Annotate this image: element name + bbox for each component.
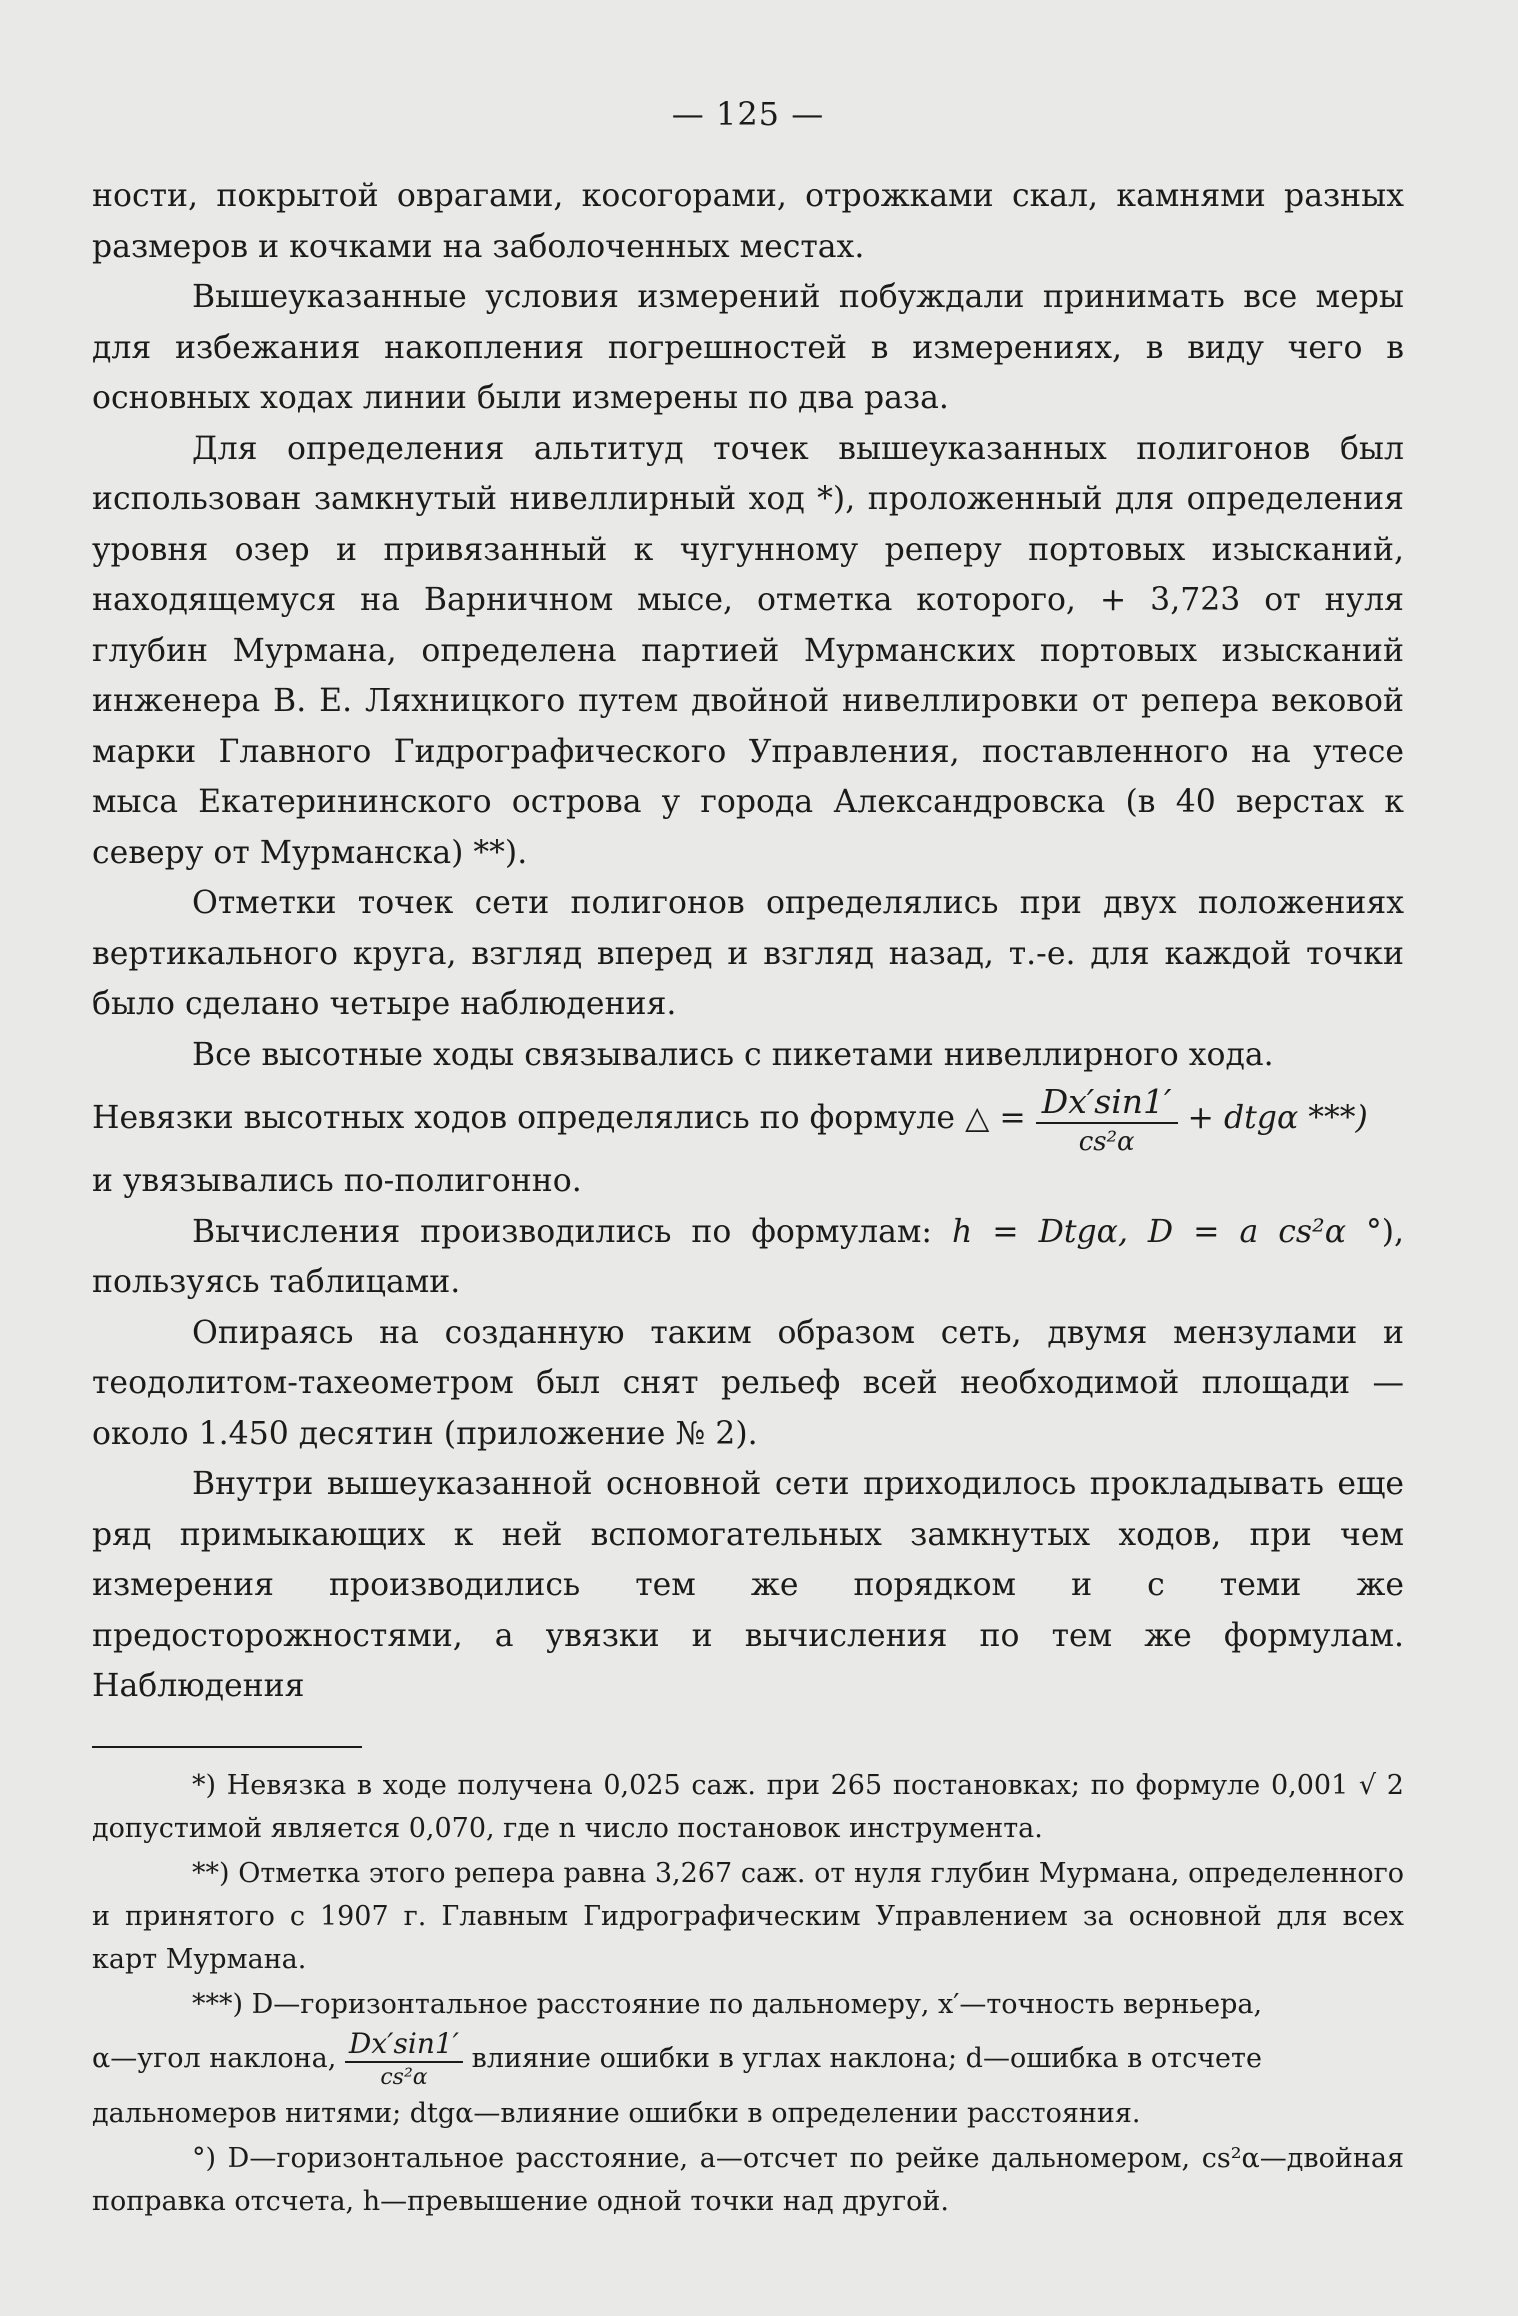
paragraph-7: и увязывались по-полигонно. — [92, 1163, 582, 1199]
body-text — [92, 171, 1404, 1712]
footnote-3-intro: α—угол наклона, — [92, 2042, 337, 2074]
calc-tail-text: пользуясь таблицами. — [92, 1264, 461, 1300]
formula-intro-text: Невязки высотных ходов определялись по формуле — [92, 1100, 956, 1136]
footnote-fraction-numerator: Dx′sin1′ — [345, 2030, 463, 2063]
footnote-3-line-3: дальномеров нитями; dtgα—влияние ошибки в определении расстояния. — [92, 2097, 1141, 2129]
paragraph-2: Вышеуказанные условия измерений побуждали принимать все меры для избежания накопления погрешностей в измерениях, в виду чего в основных ходах линии были измерены по два раза. — [92, 279, 1404, 416]
footnotes — [92, 1764, 1404, 2223]
footnote-3-fraction — [345, 2026, 463, 2090]
footnote-3-line-1: ***) D—горизонтальное расстояние по дальномеру, x′—точность верньера, — [192, 1988, 1263, 2020]
calc-intro-text: Вычисления производились по формулам: — [192, 1213, 932, 1250]
footnote-2: **) Отметка этого репера равна 3,267 саж. от нуля глубин Мурмана, определенного и принятого с 1907 г. Главным Гидрографическим Управлением за основной для всех карт Мурмана. — [92, 1857, 1404, 1975]
delta-symbol: △ = — [965, 1100, 1026, 1136]
fraction-numerator: Dx′sin1′ — [1036, 1085, 1178, 1124]
footnote-3-line-2 — [92, 2026, 1404, 2092]
footnote-fraction-denominator: cs²α — [380, 2064, 428, 2090]
error-formula-fraction — [1036, 1081, 1178, 1157]
footnote-separator — [92, 1746, 362, 1748]
paragraph-9: Опираясь на созданную таким образом сеть, двумя мензулами и теодолитом-тахеометром был снят рельеф всей необходимой площади — около 1.450 десятин (приложение № 2). — [92, 1314, 1404, 1452]
paragraph-4: Отметки точек сети полигонов определялись при двух положениях вертикального круга, взгляд вперед и взгляд назад, т.-е. для каждой точки было сделано четыре наблюдения. — [92, 885, 1404, 1022]
paragraph-1: ности, покрытой оврагами, косогорами, отрожками скал, камнями разных размеров и кочками на заболоченных местах. — [92, 178, 1404, 265]
document-page — [92, 95, 1404, 2245]
fraction-denominator: cs²α — [1078, 1126, 1135, 1157]
paragraph-5: Все высотные ходы связывались с пикетами нивеллирного хода. — [192, 1036, 1274, 1073]
paragraph-3: Для определения альтитуд точек вышеуказанных полигонов был использован замкнутый нивеллирный ход *), проложенный для определения уровня озер и привязанный к чугунному реперу портовых изысканий, находящемуся на Варничном мысе, отметка которого, + 3,723 от нуля глубин Мурмана, определена партией Мурманских портовых изысканий инженера В. Е. Ляхницкого путем двойной нивеллировки от репера вековой марки Главного Гидрографического Управления, поставленного на утесе мыса Екатерининского острова у города Александровска (в 40 верстах к северу от Мурманска) **). — [92, 430, 1404, 871]
calc-formula: h = Dtgα, D = a cs²α — [951, 1213, 1346, 1250]
paragraph-8 — [92, 1207, 1404, 1308]
error-formula-line — [92, 1080, 1404, 1156]
paragraph-10: Внутри вышеуказанной основной сети приходилось прокладывать еще ряд примыкающих к ней вспомогательных замкнутых ходов, при чем измерения производились тем же порядком и с теми же предосторожностями, а увязки и вычисления по тем же формулам. Наблюдения — [92, 1466, 1404, 1704]
footnote-3-tail: влияние ошибки в углах наклона; d—ошибка в отсчете — [471, 2042, 1262, 2074]
formula-tail: + dtgα ***) — [1187, 1100, 1368, 1136]
page-number: — 125 — — [671, 95, 825, 133]
footnote-4: °) D—горизонтальное расстояние, a—отсчет по рейке дальномером, cs²α—двойная поправка отсчета, h—превышение одной точки над другой. — [92, 2142, 1404, 2217]
calc-footnote-ref: °), — [1345, 1213, 1405, 1250]
footnote-1: *) Невязка в ходе получена 0,025 саж. при 265 постановках; по формуле 0,001 √ 2 допустимой является 0,070, где n число постановок инструмента. — [92, 1769, 1404, 1844]
